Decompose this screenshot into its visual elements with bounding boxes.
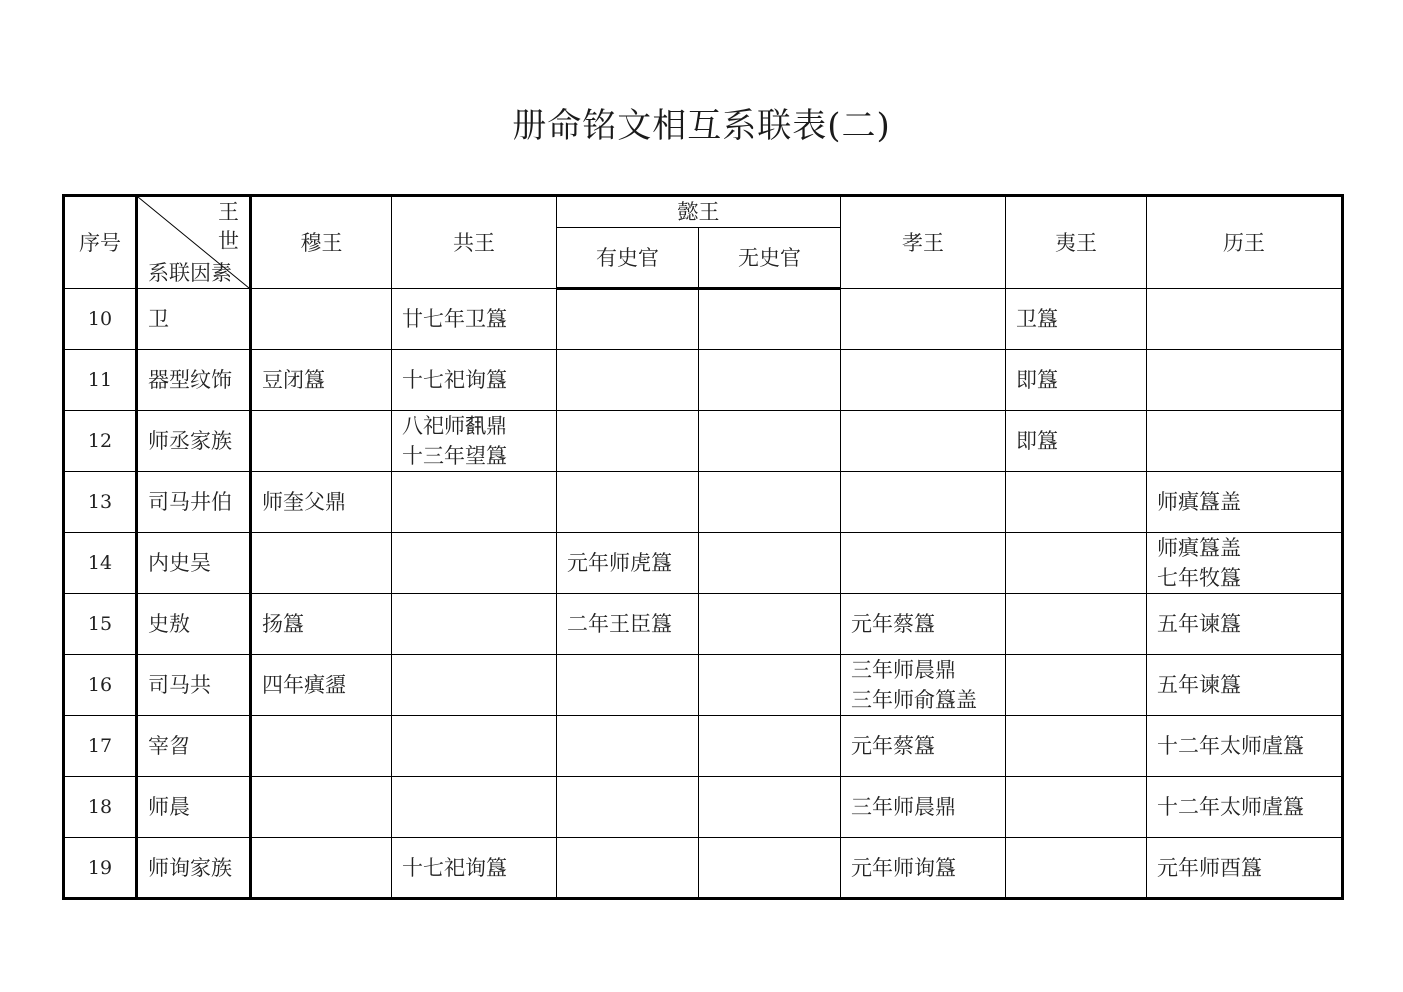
cell-yi2 xyxy=(1006,777,1147,838)
row-index: 18 xyxy=(64,777,137,838)
table-row xyxy=(64,716,1343,777)
header-yi: 懿王 xyxy=(557,196,841,228)
row-factor: 卫 xyxy=(137,289,251,350)
cell-li xyxy=(1147,533,1343,594)
relation-table xyxy=(62,194,1344,900)
cell-li: 十二年太师虘簋 xyxy=(1147,716,1343,777)
cell-yi-with xyxy=(557,716,699,777)
table-row xyxy=(64,777,1343,838)
cell-xiao xyxy=(841,350,1006,411)
cell-line: 三年师晨鼎 xyxy=(851,658,956,682)
cell-line: 十三年望簋 xyxy=(402,444,507,468)
row-index: 19 xyxy=(64,838,137,899)
header-diag-factor: 系联因素 xyxy=(148,261,232,285)
row-factor: 史敖 xyxy=(137,594,251,655)
table-row xyxy=(64,655,1343,716)
cell-yi2 xyxy=(1006,838,1147,899)
cell-gong xyxy=(392,411,557,472)
cell-yi-with xyxy=(557,777,699,838)
row-index: 12 xyxy=(64,411,137,472)
row-factor: 师丞家族 xyxy=(137,411,251,472)
row-index: 10 xyxy=(64,289,137,350)
cell-line: 七年牧簋 xyxy=(1157,566,1241,590)
cell-mu: 豆闭簋 xyxy=(251,350,392,411)
cell-gong: 十七祀询簋 xyxy=(392,350,557,411)
cell-yi2: 即簋 xyxy=(1006,350,1147,411)
cell-mu: 扬簋 xyxy=(251,594,392,655)
cell-yi-with xyxy=(557,655,699,716)
cell-xiao xyxy=(841,289,1006,350)
cell-xiao: 元年蔡簋 xyxy=(841,594,1006,655)
cell-li xyxy=(1147,411,1343,472)
cell-xiao xyxy=(841,655,1006,716)
cell-gong xyxy=(392,716,557,777)
table-row xyxy=(64,533,1343,594)
table-row xyxy=(64,594,1343,655)
cell-yi2 xyxy=(1006,655,1147,716)
cell-yi2 xyxy=(1006,533,1147,594)
cell-li: 五年谏簋 xyxy=(1147,655,1343,716)
row-factor: 师询家族 xyxy=(137,838,251,899)
header-diagonal-cell xyxy=(137,196,251,289)
cell-yi-without xyxy=(699,533,841,594)
cell-yi-without xyxy=(699,289,841,350)
cell-gong xyxy=(392,472,557,533)
cell-yi-with xyxy=(557,411,699,472)
header-yi-with-historian: 有史官 xyxy=(557,228,699,289)
cell-yi2 xyxy=(1006,594,1147,655)
cell-li: 十二年太师虘簋 xyxy=(1147,777,1343,838)
cell-li: 元年师酉簋 xyxy=(1147,838,1343,899)
cell-li xyxy=(1147,350,1343,411)
row-factor: 司马井伯 xyxy=(137,472,251,533)
cell-mu xyxy=(251,777,392,838)
header-mu: 穆王 xyxy=(251,196,392,289)
header-gong: 共王 xyxy=(392,196,557,289)
row-index: 16 xyxy=(64,655,137,716)
header-li: 历王 xyxy=(1147,196,1343,289)
cell-xiao: 元年蔡簋 xyxy=(841,716,1006,777)
cell-yi-without xyxy=(699,838,841,899)
page-title: 册命铭文相互系联表(二) xyxy=(512,106,891,146)
cell-line: 三年师俞簋盖 xyxy=(851,688,977,712)
cell-xiao xyxy=(841,472,1006,533)
cell-li xyxy=(1147,289,1343,350)
cell-xiao: 元年师询簋 xyxy=(841,838,1006,899)
header-index: 序号 xyxy=(64,196,137,289)
cell-line: 八祀师𩛥鼎 xyxy=(402,414,507,438)
cell-mu: 师奎父鼎 xyxy=(251,472,392,533)
row-factor: 器型纹饰 xyxy=(137,350,251,411)
cell-yi-with xyxy=(557,350,699,411)
cell-yi2 xyxy=(1006,716,1147,777)
cell-yi-without xyxy=(699,594,841,655)
cell-yi-without xyxy=(699,472,841,533)
cell-gong xyxy=(392,533,557,594)
header-diag-shi: 世 xyxy=(218,229,239,253)
cell-yi-without xyxy=(699,777,841,838)
cell-yi-with xyxy=(557,472,699,533)
table-row xyxy=(64,289,1343,350)
cell-yi-with: 二年王臣簋 xyxy=(557,594,699,655)
row-index: 13 xyxy=(64,472,137,533)
cell-mu: 四年瘨盨 xyxy=(251,655,392,716)
cell-yi2 xyxy=(1006,472,1147,533)
cell-yi-with xyxy=(557,289,699,350)
row-index: 15 xyxy=(64,594,137,655)
cell-mu xyxy=(251,289,392,350)
cell-gong: 十七祀询簋 xyxy=(392,838,557,899)
cell-mu xyxy=(251,838,392,899)
cell-mu xyxy=(251,716,392,777)
header-diag-wang: 王 xyxy=(218,200,239,224)
cell-yi-without xyxy=(699,716,841,777)
cell-mu xyxy=(251,533,392,594)
row-factor: 司马共 xyxy=(137,655,251,716)
cell-gong xyxy=(392,655,557,716)
cell-yi-without xyxy=(699,411,841,472)
cell-yi-with: 元年师虎簋 xyxy=(557,533,699,594)
row-factor: 宰曶 xyxy=(137,716,251,777)
header-yi2: 夷王 xyxy=(1006,196,1147,289)
cell-gong xyxy=(392,777,557,838)
cell-mu xyxy=(251,411,392,472)
row-factor: 内史吴 xyxy=(137,533,251,594)
row-index: 14 xyxy=(64,533,137,594)
cell-yi-with xyxy=(557,838,699,899)
table-row xyxy=(64,838,1343,899)
table-row xyxy=(64,472,1343,533)
cell-li: 五年谏簋 xyxy=(1147,594,1343,655)
row-index: 17 xyxy=(64,716,137,777)
cell-xiao xyxy=(841,411,1006,472)
table-row xyxy=(64,350,1343,411)
row-factor: 师晨 xyxy=(137,777,251,838)
cell-yi-without xyxy=(699,350,841,411)
cell-yi-without xyxy=(699,655,841,716)
cell-li: 师瘨簋盖 xyxy=(1147,472,1343,533)
cell-gong xyxy=(392,594,557,655)
cell-line: 师瘨簋盖 xyxy=(1157,536,1241,560)
cell-gong: 廿七年卫簋 xyxy=(392,289,557,350)
cell-yi2: 卫簋 xyxy=(1006,289,1147,350)
row-index: 11 xyxy=(64,350,137,411)
header-xiao: 孝王 xyxy=(841,196,1006,289)
cell-xiao xyxy=(841,533,1006,594)
cell-yi2: 即簋 xyxy=(1006,411,1147,472)
cell-xiao: 三年师晨鼎 xyxy=(841,777,1006,838)
table-row xyxy=(64,411,1343,472)
header-yi-without-historian: 无史官 xyxy=(699,228,841,289)
